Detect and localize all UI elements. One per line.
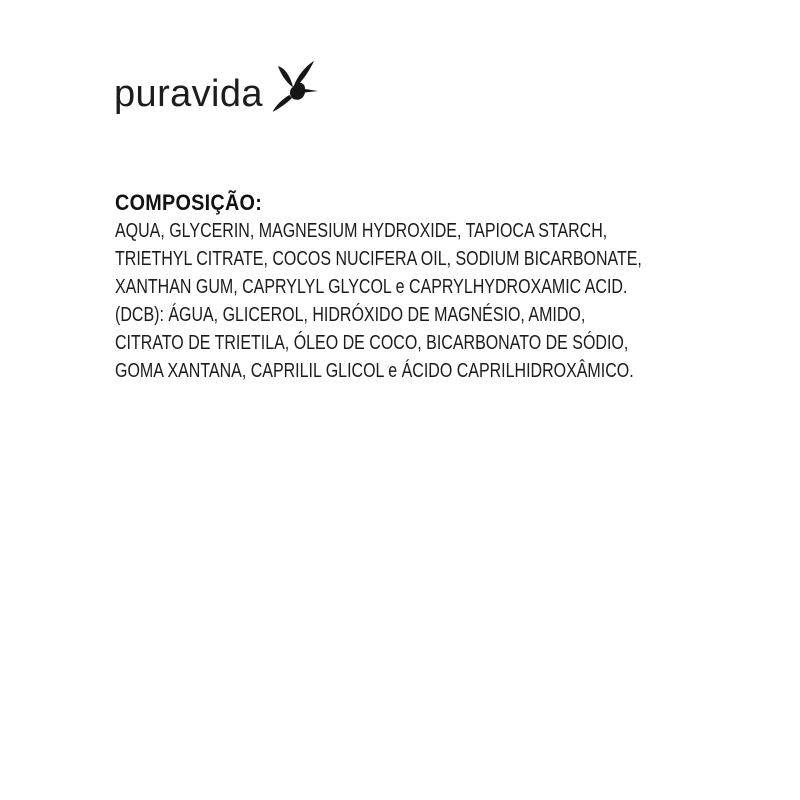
brand-logo-text: puravida [114, 73, 263, 115]
hummingbird-icon [268, 59, 320, 113]
brand-logo [114, 75, 263, 113]
composition-heading: COMPOSIÇÃO: [115, 190, 263, 215]
ingredient-line: GOMA XANTANA, CAPRILIL GLICOL e ÁCIDO CAPRILHIDROXÂMICO. [115, 360, 634, 382]
ingredient-line: (DCB): ÁGUA, GLICEROL, HIDRÓXIDO DE MAGNÉSIO, AMIDO, [115, 304, 586, 326]
ingredient-line: TRIETHYL CITRATE, COCOS NUCIFERA OIL, SODIUM BICARBONATE, [115, 248, 642, 270]
composition-section [115, 189, 774, 385]
ingredient-line: CITRATO DE TRIETILA, ÓLEO DE COCO, BICARBONATO DE SÓDIO, [115, 332, 629, 354]
ingredient-line: AQUA, GLYCERIN, MAGNESIUM HYDROXIDE, TAPIOCA STARCH, [115, 220, 608, 242]
ingredient-line: XANTHAN GUM, CAPRYLYL GLYCOL e CAPRYLHYDROXAMIC ACID. [115, 276, 628, 298]
